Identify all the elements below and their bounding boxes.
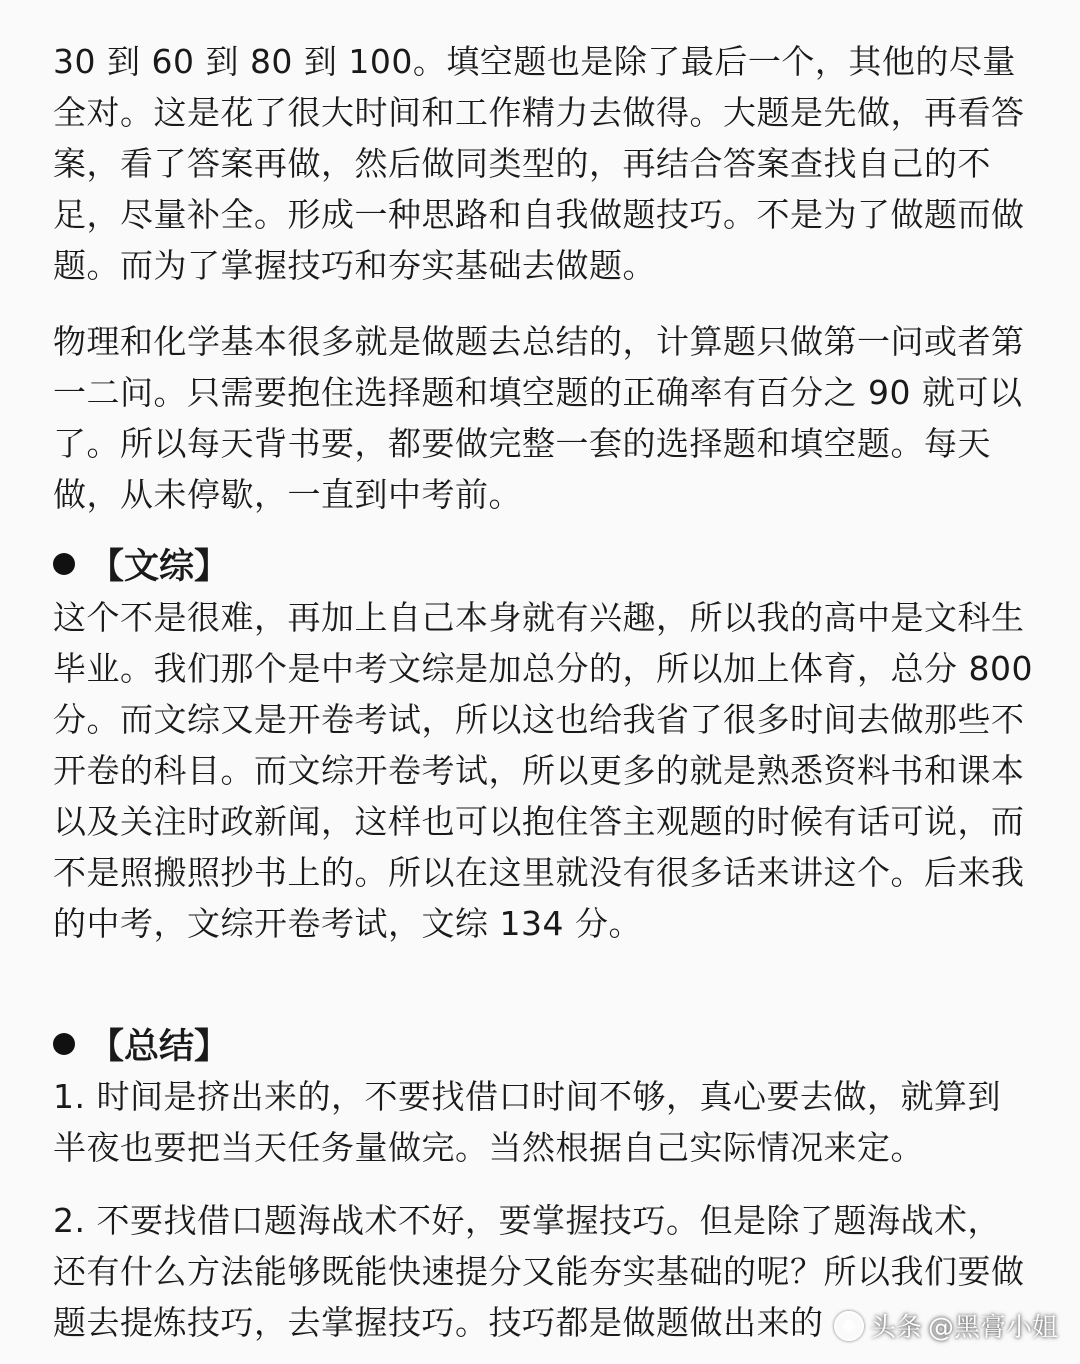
watermark-prefix: 头条 <box>869 1313 922 1343</box>
summary-item-1: 1. 时间是挤出来的，不要找借口时间不够，真心要去做，就算到半夜也要把当天任务量做完。当然根据自己实际情况来定。 <box>53 1077 1001 1167</box>
bullet-icon <box>53 553 75 575</box>
summary-item-2: 2. 不要找借口题海战术不好，要掌握技巧。但是除了题海战术，还有什么方法能够既能快速提分又能夯实基础的呢？所以我们要做题去提炼技巧，去掌握技巧。技巧都是做题做出来的 <box>53 1201 1025 1342</box>
toutiao-logo-icon <box>834 1311 864 1341</box>
paragraph-practice-method: 30 到 60 到 80 到 100。填空题也是除了最后一个，其他的尽量全对。这是花了很大时间和工作精力去做得。大题是先做，再看答案，看了答案再做，然后做同类型的，再结合答案查找自己的不足，尽量补全。形成一种思路和自我做题技巧。不是为了做题而做题。而为了掌握技巧和夯实基础去做题。 <box>53 42 1025 285</box>
section-heading-wenzong <box>53 540 229 588</box>
paragraph-physics-chemistry: 物理和化学基本很多就是做题去总结的，计算题只做第一问或者第一二问。只需要抱住选择题和填空题的正确率有百分之 90 就可以了。所以每天背书要，都要做完整一套的选择题和填空题。每天做，从未停歇，一直到中考前。 <box>53 322 1025 514</box>
watermark-handle: @黑膏小姐 <box>927 1313 1058 1343</box>
paragraph-wenzong: 这个不是很难，再加上自己本身就有兴趣，所以我的高中是文科生毕业。我们那个是中考文综是加总分的，所以加上体育，总分 800 分。而文综又是开卷考试，所以这也给我省了很多时间去做那些不开卷的科目。而文综开卷考试，所以更多的就是熟悉资料书和课本以及关注时政新闻，这样也可以抱住答主观题的时候有话可说，而不是照搬照抄书上的。所以在这里就没有很多话来讲这个。后来我的中考，文综开卷考试，文综 134 分。 <box>53 598 1033 943</box>
section-heading-wenzong-label: 【文综】 <box>89 547 230 587</box>
section-heading-zongjie-label: 【总结】 <box>89 1027 230 1067</box>
section-heading-zongjie <box>53 1020 229 1068</box>
bullet-icon <box>53 1033 75 1055</box>
watermark <box>834 1307 1058 1344</box>
